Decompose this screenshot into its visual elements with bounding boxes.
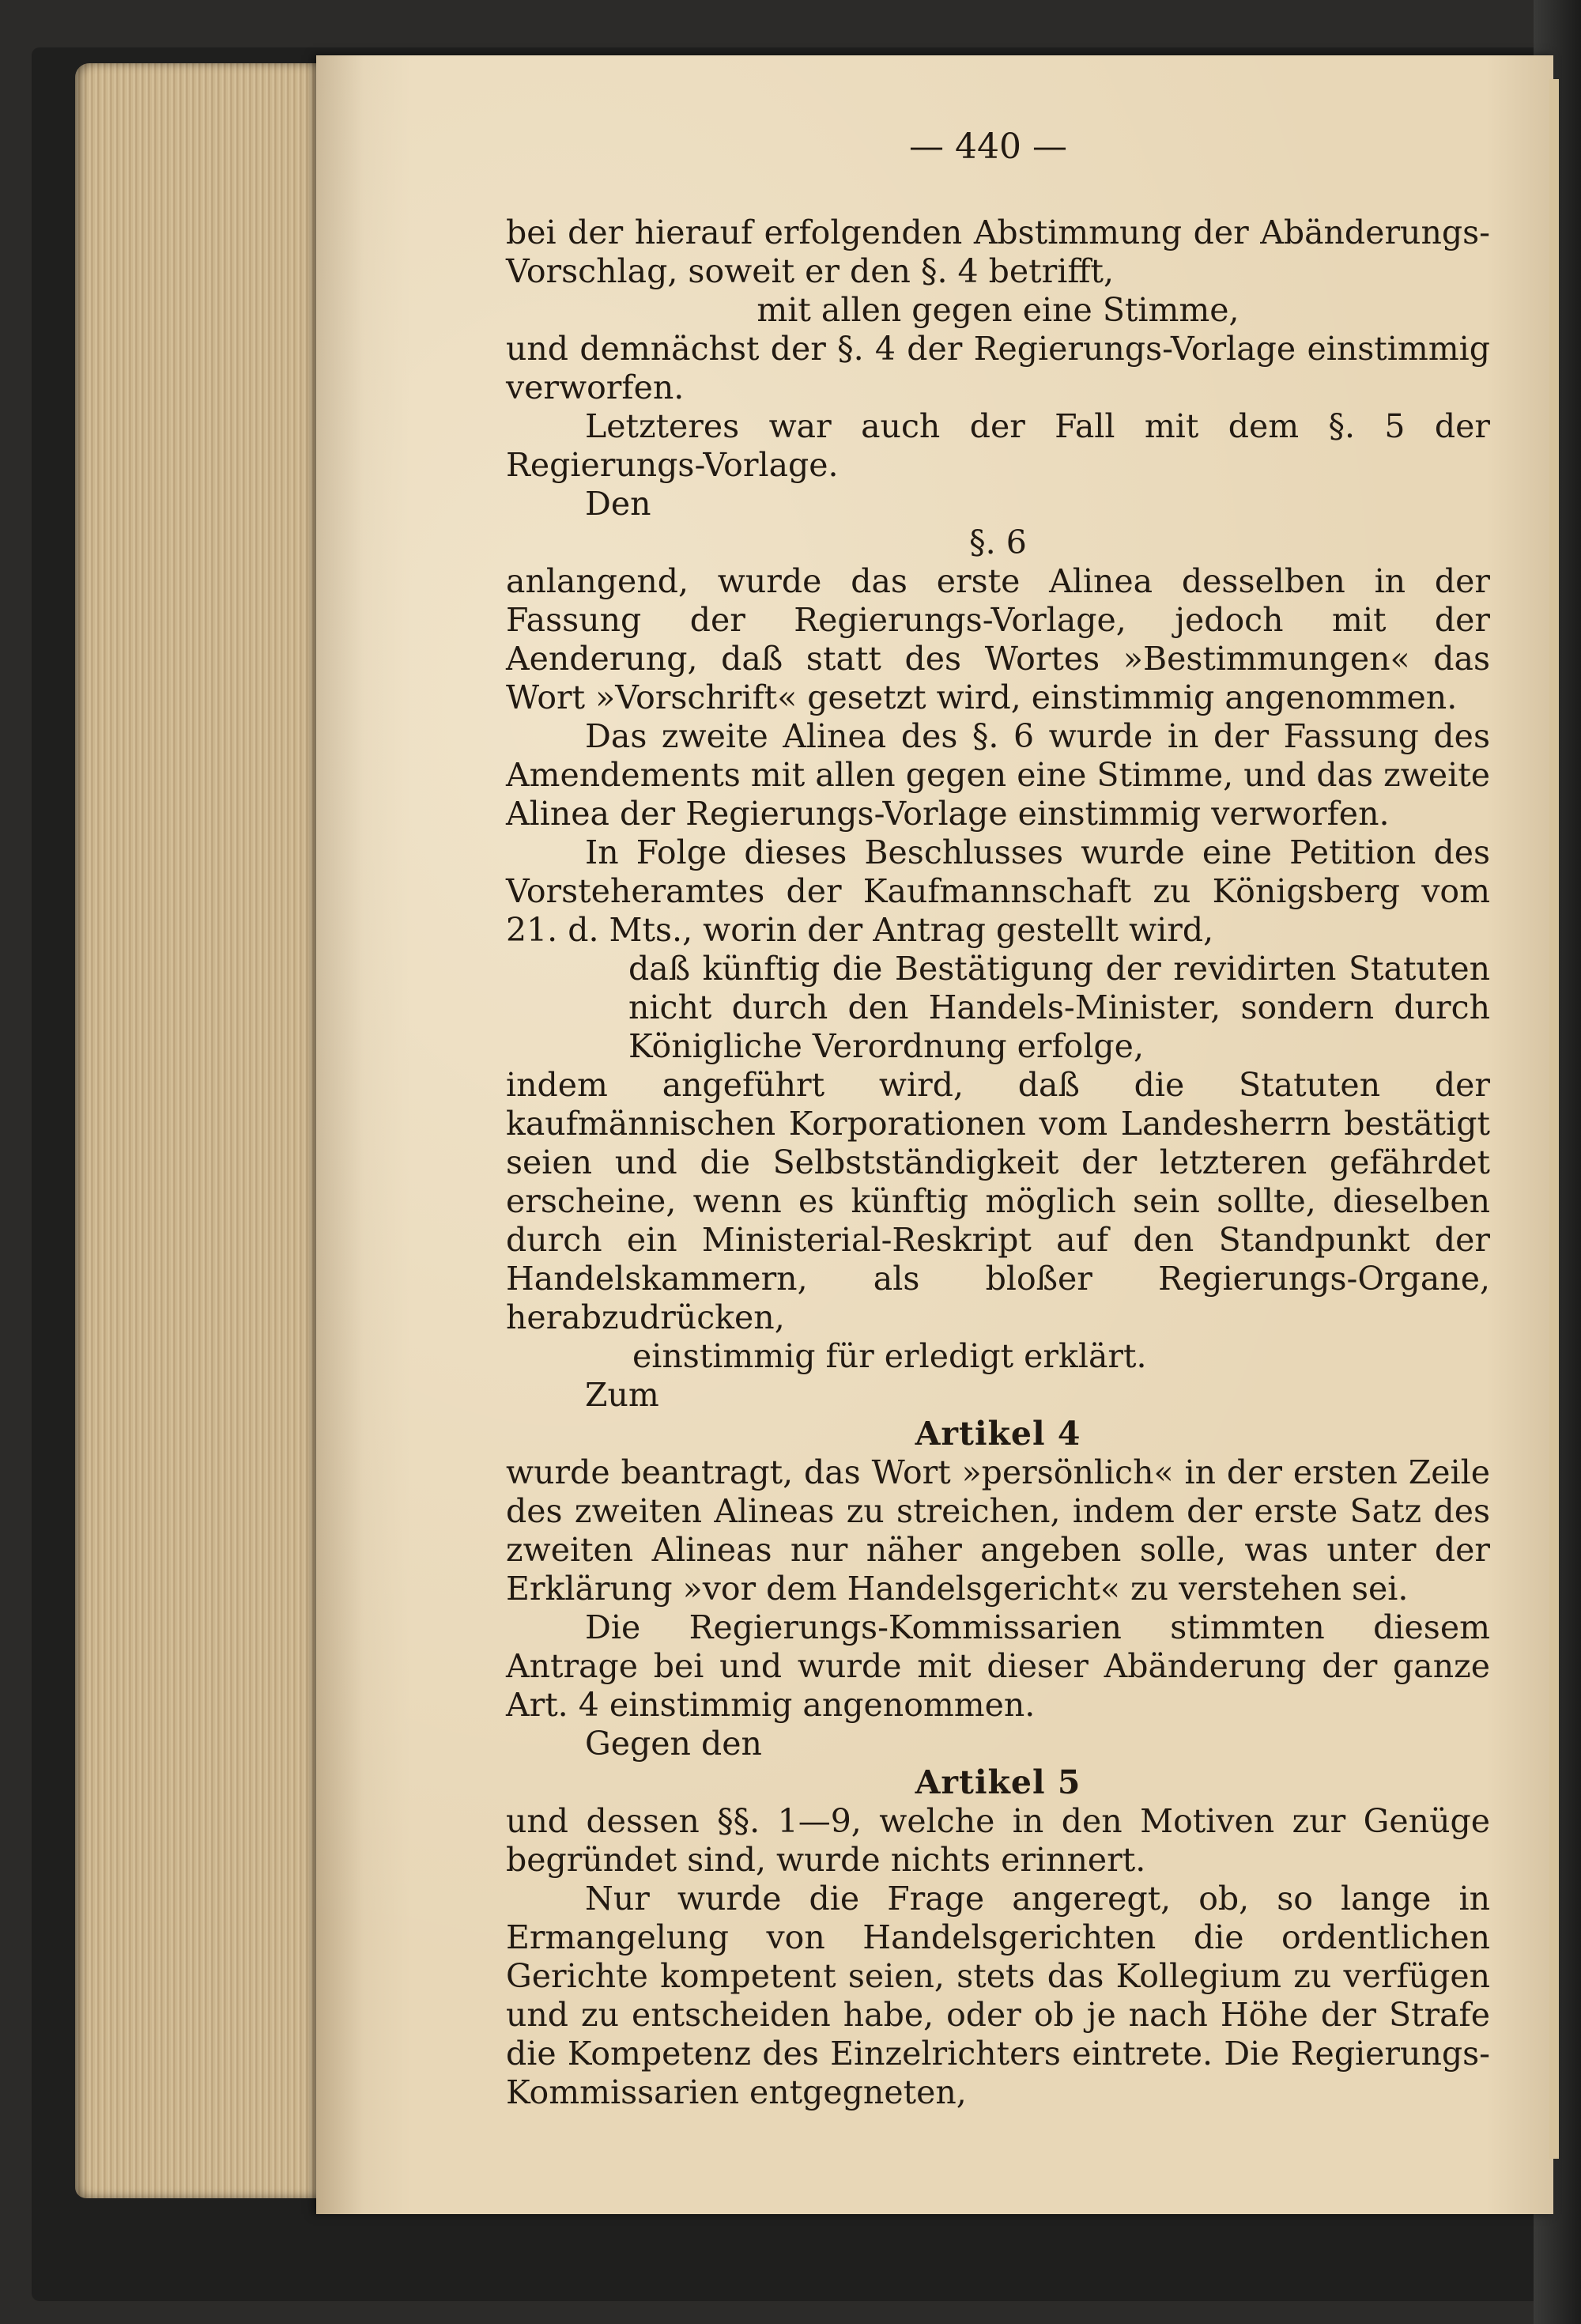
paragraph: Zum: [585, 1376, 659, 1414]
paragraph: Den: [585, 485, 651, 523]
page-text: [506, 214, 1490, 2112]
paragraph: bei der hierauf erfolgenden Abstimmung der Abänderungs-Vorschlag, soweit er den §. 4 betrifft,: [506, 214, 1490, 290]
paragraph: anlangend, wurde das erste Alinea desselben in der Fassung der Regierungs-Vorlage, jedoch mit der Aenderung, daß statt des Wortes »Bestimmungen« das Wort »Vorschrift« gesetzt wird, einstimmig angenommen.: [506, 562, 1490, 716]
paragraph: Gegen den: [585, 1725, 762, 1763]
paragraph: In Folge dieses Beschlusses wurde eine Petition des Vorsteheramtes der Kaufmannschaft zu Königsberg vom 21. d. Mts., worin der Antrag gestellt wird,: [506, 833, 1490, 949]
paragraph: und dessen §§. 1—9, welche in den Motiven zur Genüge begründet sind, wurde nichts erinnert.: [506, 1802, 1490, 1879]
paragraph: Das zweite Alinea des §. 6 wurde in der Fassung des Amendements mit allen gegen eine Stimme, und das zweite Alinea der Regierungs-Vorlage einstimmig verworfen.: [506, 717, 1490, 833]
page-number: — 440 —: [909, 127, 1067, 167]
paragraph: mit allen gegen eine Stimme,: [757, 291, 1240, 329]
article-heading: Artikel 4: [915, 1415, 1081, 1453]
paragraph: Die Regierungs-Kommissarien stimmten diesem Antrage bei und wurde mit dieser Abänderung der ganze Art. 4 einstimmig angenommen.: [506, 1608, 1490, 1724]
section-heading: §. 6: [969, 523, 1027, 561]
page-stack-edge: [75, 63, 340, 2198]
paragraph: einstimmig für erledigt erklärt.: [632, 1337, 1147, 1375]
paragraph: Letzteres war auch der Fall mit dem §. 5 der Regierungs-Vorlage.: [506, 407, 1490, 484]
paragraph: wurde beantragt, das Wort »persönlich« in der ersten Zeile des zweiten Alineas zu streichen, indem der erste Satz des zweiten Alineas nur näher angeben solle, was unter der Erklärung »vor dem Handelsgericht« zu verstehen sei.: [506, 1453, 1490, 1608]
quoted-petition: daß künftig die Bestätigung der revidirten Statuten nicht durch den Handels-Minister, sondern durch Königliche Verordnung erfolge,: [628, 950, 1490, 1065]
paragraph: indem angeführt wird, daß die Statuten der kaufmännischen Korporationen vom Landesherrn bestätigt seien und die Selbstständigkeit der letzteren gefährdet erscheine, wenn es künftig möglich sein sollte, dieselben durch ein Ministerial-Reskript auf den Standpunkt der Handelskammern, als bloßer Regierungs-Organe, herabzudrücken,: [506, 1066, 1490, 1336]
article-heading: Artikel 5: [915, 1763, 1081, 1801]
page-right-edge: [1549, 79, 1559, 2159]
paragraph: Nur wurde die Frage angeregt, ob, so lange in Ermangelung von Handelsgerichten die ordentlichen Gerichte kompetent seien, stets das Kollegium zu verfügen und zu entscheiden habe, oder ob je nach Höhe der Strafe die Kompetenz des Einzelrichters eintrete. Die Regierungs-Kommissarien entgegneten,: [506, 1880, 1490, 2111]
paragraph: und demnächst der §. 4 der Regierungs-Vorlage einstimmig verworfen.: [506, 330, 1490, 406]
